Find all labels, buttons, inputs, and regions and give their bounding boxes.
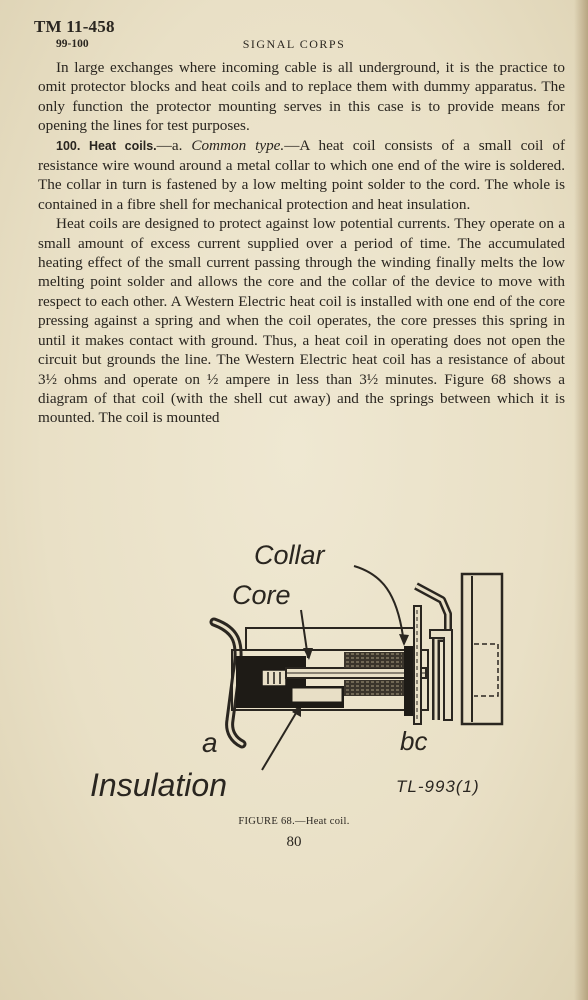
label-collar: Collar: [254, 540, 325, 570]
heat-coil-diagram: [86, 534, 526, 814]
subsection-title: Common type.: [191, 136, 285, 154]
running-head: SIGNAL CORPS: [242, 37, 346, 51]
figure-caption: FIGURE 68.—Heat coil.: [238, 816, 350, 827]
collar-leader: [354, 566, 404, 644]
manual-number: TM 11-458: [34, 17, 115, 36]
paragraph-operation: Heat coils are designed to protect against low potential currents. They operate on a small amount of excess current supplied over a period of time. The accumulated heating effect of the small current passing through the winding finally melts the low melting point solder and allows the core and the collar of the device to move with respect to each other. A Western Electric heat coil is installed with one end of the core pressing against a spring and when the coil operates, the core presses this spring in until it makes contact with ground. Thus, a heat coil in operating does not open the circuit but grounds the line. The Western Electric heat coil has a resistance of about 3½ ohms and operate on ½ ampere in less than 3½ minutes. Figure 68 shows a diagram of that coil (with the shell cut away) and the springs between which it is mounted. The coil is mounted: [38, 215, 565, 427]
label-a: a: [202, 727, 218, 758]
figure-code: TL-993(1): [396, 777, 480, 796]
subsection-marker: —a.: [156, 136, 192, 154]
figure-heat-coil: [86, 534, 526, 814]
paragraph-range: 99-100: [56, 38, 89, 50]
insulation-leader: [262, 708, 299, 770]
page-number: 80: [286, 834, 302, 850]
coil-shell-top: [246, 628, 414, 650]
label-bc: bc: [400, 726, 428, 756]
collar-arrowhead: [399, 634, 409, 646]
label-insulation: Insulation: [90, 767, 227, 803]
section-heading: 100. Heat coils.: [56, 138, 157, 153]
spring-b: [414, 606, 421, 724]
heat-coil-description: —A heat coil consists of a small coil of resistance wire wound around a metal collar to which one end of the wire is soldered. The collar in turn is fastened by a low melting point solder to the cord. The whole is contained in a fibre shell for mechanical protection and heat insulation.: [38, 136, 565, 213]
paragraph-exchanges: In large exchanges where incoming cable is all underground, it is the practice to omit protector blocks and heat coils and to replace them with dummy apparatus. The only function the protector mounting serves in this case is to provide means for opening the lines for test purposes.: [38, 59, 565, 135]
insulation-gap: [292, 688, 342, 702]
label-core: Core: [232, 580, 291, 610]
body-text: [38, 58, 565, 428]
collar-plate: [404, 646, 414, 716]
ground-plate: [462, 574, 502, 724]
paragraph-heat-coils: [38, 136, 565, 215]
